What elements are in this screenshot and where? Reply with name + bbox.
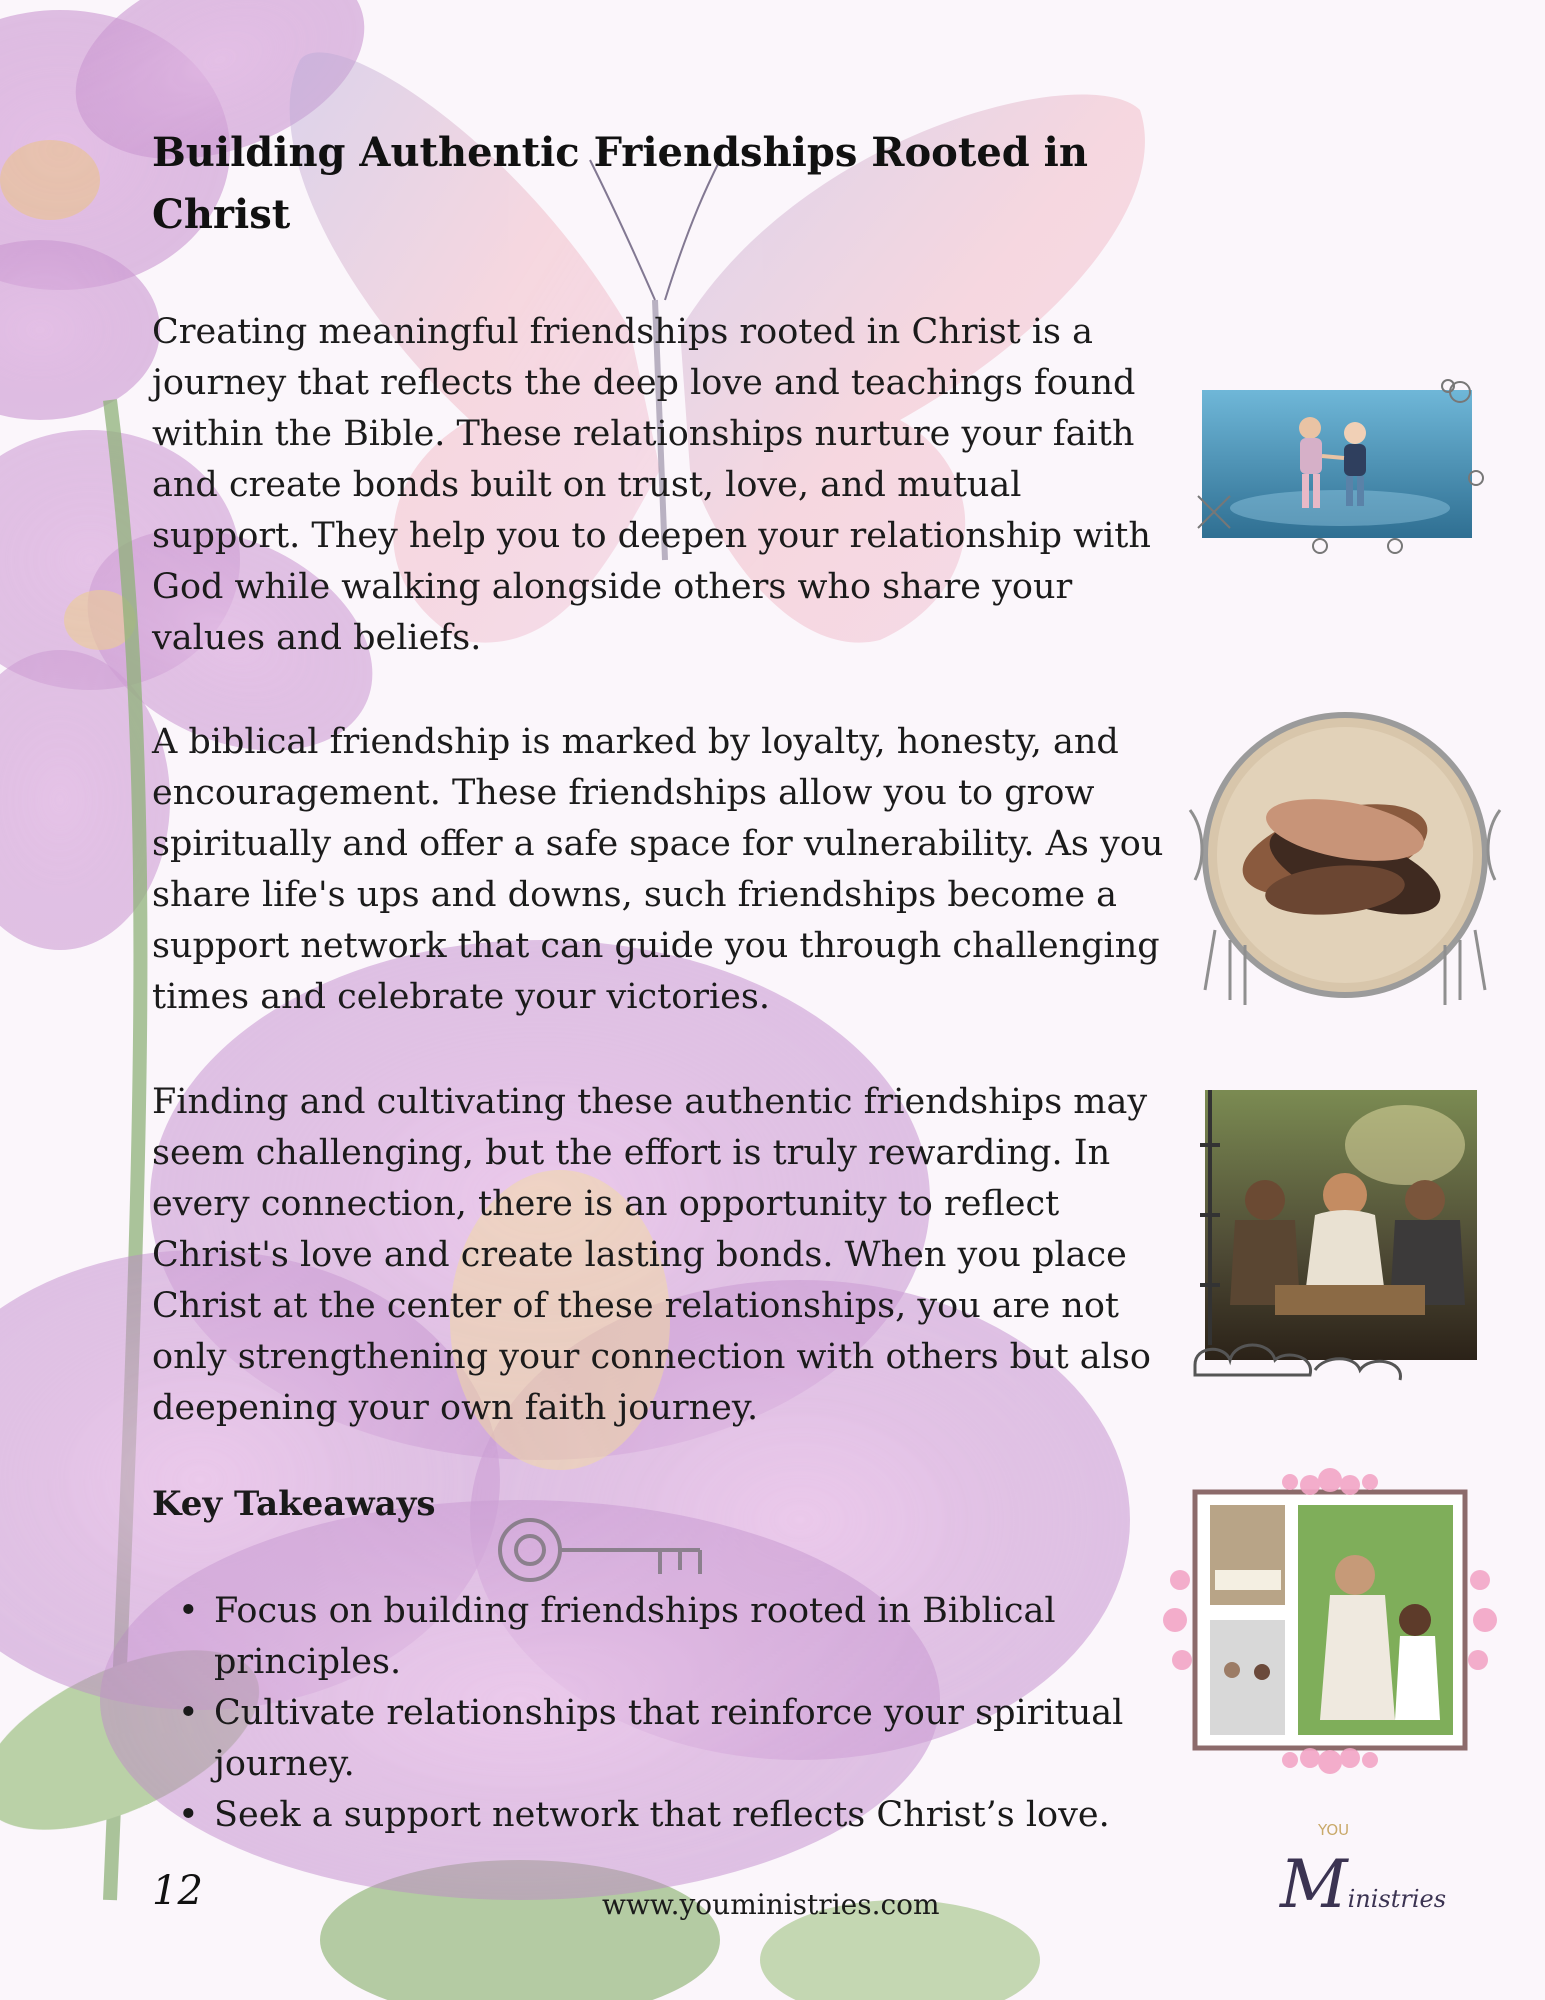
logo-you-text: YOU [1318,1821,1350,1839]
list-item [152,1688,1142,1790]
logo-wordmark: inistries [1347,1885,1447,1913]
stacked-hands-photo [1185,700,1505,1015]
page-number: 12 [152,1868,203,1914]
bullet-icon: • [178,1591,199,1631]
friends-photo [1210,1620,1285,1735]
paragraph-cultivating: Finding and cultivating these authentic friendships may seem challenging, but the effort is truly rewarding. In every connection, there is an opportunity to reflect Christ's love and create lasting bonds. When you place Christ at the center of these relationships, you are not only strengthening your connection with others but also deepening your own faith journey. [152,1082,1151,1428]
takeaway-text: Seek a support network that reflects Christ’s love. [214,1795,1110,1835]
list-item [152,1790,1142,1841]
takeaway-text: Cultivate relationships that reinforce your spiritual journey. [214,1693,1124,1784]
bullet-icon: • [178,1693,199,1733]
you-ministries-logo [1280,1821,1447,1932]
list-item [152,1586,1142,1688]
faith-collage-photo [1160,1460,1500,1780]
figures [1230,1173,1465,1315]
paragraph-intro: Creating meaningful friendships rooted in Christ is a journey that reflects the deep love and teachings found within the Bible. These relationships nurture your faith and create bonds built on trust, love, and mutual support. They help you to deepen your relationship with God while walking alongside others who share your values and beliefs. [152,312,1151,658]
key-takeaways-list [152,1586,1142,1841]
paragraph-biblical-friendship: A biblical friendship is marked by loyalty, honesty, and encouragement. These friendships allow you to grow spiritually and offer a safe space for vulnerability. As you share life's ups and downs, such friendships become a support network that can guide you through challenging times and celebrate your victories. [152,722,1164,1017]
children-in-water-photo [1190,378,1490,563]
bullet-icon: • [178,1795,199,1835]
jesus-with-disciples-photo [1175,1085,1490,1390]
key-takeaways-heading: Key Takeaways [152,1484,436,1524]
logo-initial: M [1280,1846,1348,1923]
page-title: Building Authentic Friendships Rooted in Christ [152,129,1088,238]
website-url: www.youministries.com [602,1888,940,1921]
takeaway-text: Focus on building friendships rooted in Biblical principles. [214,1591,1056,1682]
